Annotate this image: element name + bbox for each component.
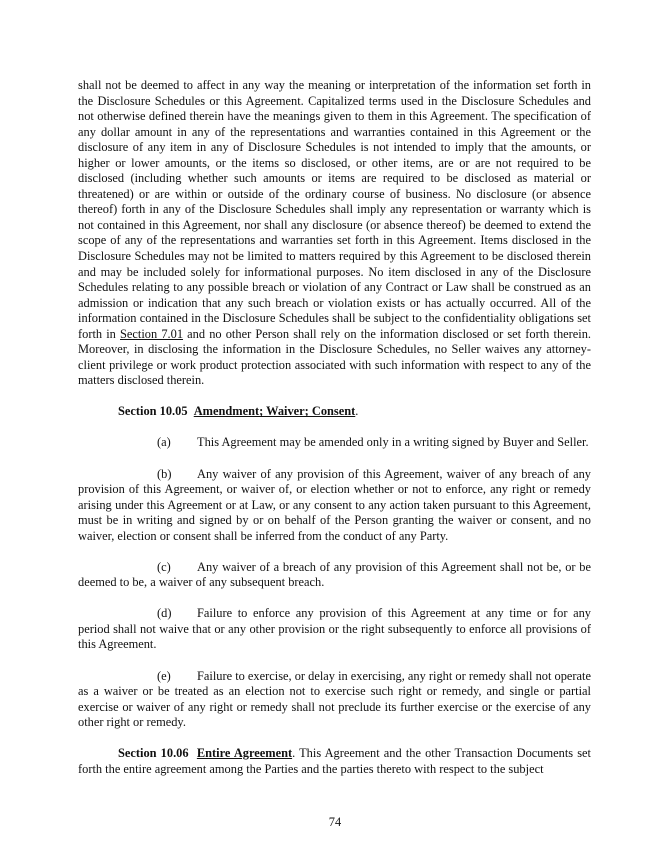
paragraph-text: and no other Person shall rely on the information disclosed or set forth therein. Moreover, in disclosing the information in the Disclosure Schedules, no Seller waives any attorney-client privilege or work product protection associated with such information with respect to any of the matters disclosed therein. (78, 326, 591, 388)
clause-text: Any waiver of any provision of this Agreement, waiver of any breach of any provision of this Agreement, or waiver of, or election whether or not to enforce, any right or remedy arising under this Agreement or at Law, or any consent to any action taken pursuant to this Agreement, must be in writing and signed by or on behalf of the Person granting the waiver or consent, and no waiver, election or consent shall be inferred from the conduct of any Party. (78, 466, 591, 543)
clause-a (78, 435, 591, 451)
clause-label: (d) (157, 606, 172, 621)
section-reference: Section 7.01 (120, 326, 184, 341)
section-title: Entire Agreement (196, 746, 293, 761)
section-text: . This Agreement and the other Transaction Documents set forth the entire agreement among the Parties and the parties thereto with respect to the subject (78, 746, 592, 776)
clause-text: Failure to enforce any provision of this Agreement at any time or for any period shall not waive that or any other provision or the right subsequently to enforce all provisions of this Agreement. (78, 606, 591, 652)
section-heading-punctuation: . (355, 404, 359, 419)
clause-d (78, 606, 591, 653)
clause-label: (a) (157, 435, 171, 450)
section-number: Section 10.05 (118, 404, 188, 419)
page-number: 74 (328, 815, 342, 829)
paragraph-disclosure-schedules (78, 78, 591, 389)
clause-text: Any waiver of a breach of any provision of this Agreement shall not be, or be deemed to be, a waiver of any subsequent breach. (78, 559, 591, 590)
paragraph-text: shall not be deemed to affect in any way the meaning or interpretation of the information set forth in the Disclosure Schedules or this Agreement. Capitalized terms used in the Disclosure Schedules and not otherwise defined therein have the meanings given to them in this Agreement. The specification of any dollar amount in any of the representations and warranties contained in this Agreement or the disclosure of any item in any of Disclosure Schedules is not intended to imply that the amounts, or higher or lower amounts, or the items so disclosed, or other items, are or are not required to be disclosed (including whether such amounts or items are required to be disclosed as material or threatened) or are within or outside of the ordinary course of business. No disclosure (or absence thereof) forth in any of the Disclosure Schedules shall imply any representation or warranty which is not contained in this Agreement, nor shall any disclosure (or absence thereof) be deemed to extend the scope of any of the representations and warranties set forth in this Agreement. Items disclosed in the Disclosure Schedules may not be limited to matters required by this Agreement to be disclosed therein and may be included solely for informational purposes. No item disclosed in any of the Disclosure Schedules relating to any possible breach or violation of any Contract or Law shall be construed as an admission or indication that any such breach or violation exists or has actually occurred. All of the information contained in the Disclosure Schedules shall be subject to the confidentiality obligations set forth in (78, 78, 591, 341)
clause-text: Failure to exercise, or delay in exercising, any right or remedy shall not operate as a waiver or be treated as an election not to exercise such right or remedy, and single or partial exercise or waiver of any right or remedy shall not preclude its further exercise or the exercise of any other right or remedy. (78, 668, 591, 730)
clause-c (78, 560, 591, 591)
clause-e (78, 669, 591, 731)
section-10-06-paragraph (78, 746, 591, 777)
clause-b (78, 467, 591, 545)
clause-text: This Agreement may be amended only in a writing signed by Buyer and Seller. (197, 435, 589, 450)
clause-label: (e) (157, 668, 171, 683)
section-heading-10-05 (78, 404, 591, 420)
section-title: Amendment; Waiver; Consent (193, 404, 356, 419)
clause-label: (b) (157, 466, 172, 481)
document-body (78, 78, 591, 777)
clause-label: (c) (157, 559, 171, 574)
section-number: Section 10.06 (118, 746, 189, 761)
